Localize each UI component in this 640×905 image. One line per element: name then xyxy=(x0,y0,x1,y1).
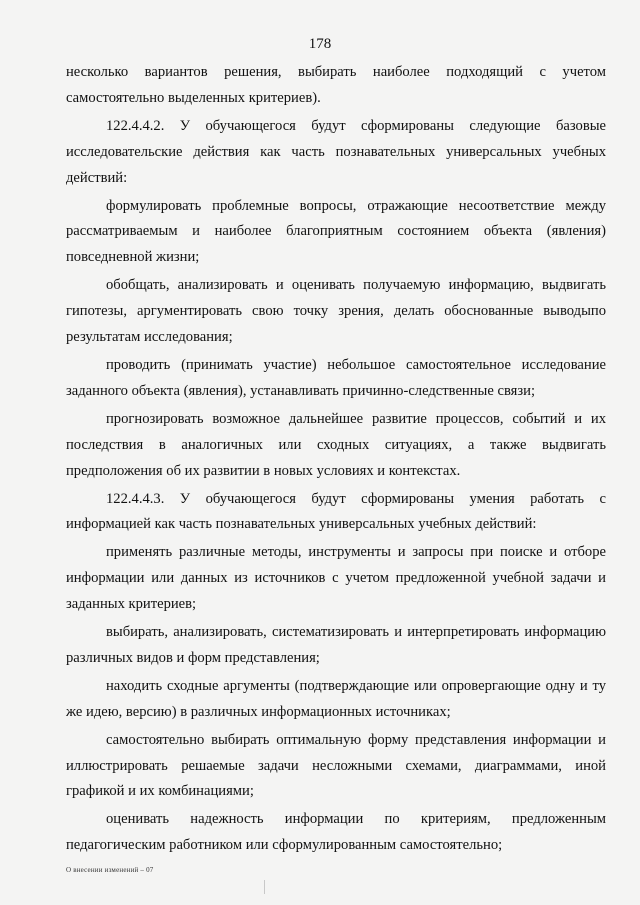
page-number: 178 xyxy=(308,36,332,52)
document-body xyxy=(66,60,606,859)
paragraph: применять различные методы, инструменты и запросы при поиске и отборе информации или данных из источников с учетом предложенной учебной задачи и заданных критериев; xyxy=(66,544,606,613)
paragraph: оценивать надежность информации по критериям, предложенным педагогическим работником или сформулированным самостоятельно; xyxy=(66,811,606,854)
paragraph: обобщать, анализировать и оценивать получаемую информацию, выдвигать гипотезы, аргументировать свою точку зрения, делать обоснованные выводыпо результатам исследования; xyxy=(66,277,606,346)
paragraph: находить сходные аргументы (подтверждающие или опровергающие одну и ту же идею, версию) в различных информационных источниках; xyxy=(66,677,606,720)
paragraph: 122.4.4.3. У обучающегося будут сформированы умения работать с информацией как часть познавательных универсальных учебных действий: xyxy=(66,490,606,533)
paragraph: 122.4.4.2. У обучающегося будут сформированы следующие базовые исследовательские действия как часть познавательных универсальных учебных действий: xyxy=(66,117,606,186)
paragraph: формулировать проблемные вопросы, отражающие несоответствие между рассматриваемым и наиболее благоприятным состоянием объекта (явления) повседневной жизни; xyxy=(66,197,606,266)
paragraph: несколько вариантов решения, выбирать наиболее подходящий с учетом самостоятельно выделенных критериев). xyxy=(66,64,606,106)
paragraph: прогнозировать возможное дальнейшее развитие процессов, событий и их последствия в аналогичных или сходных ситуациях, а также выдвигать предположения об их развитии в новых условиях и контекстах. xyxy=(66,410,606,479)
paragraph: самостоятельно выбирать оптимальную форму представления информации и иллюстрировать решаемые задачи несложными схемами, диаграммами, иной графикой и их комбинациями; xyxy=(66,731,606,800)
paragraph: проводить (принимать участие) небольшое самостоятельное исследование заданного объекта (явления), устанавливать причинно-следственные связи; xyxy=(66,356,606,399)
paragraph: выбирать, анализировать, систематизировать и интерпретировать информацию различных видов и форм представления; xyxy=(66,624,606,666)
footer-note: О внесении изменений – 07 xyxy=(66,866,154,874)
scan-artifact xyxy=(264,880,265,894)
